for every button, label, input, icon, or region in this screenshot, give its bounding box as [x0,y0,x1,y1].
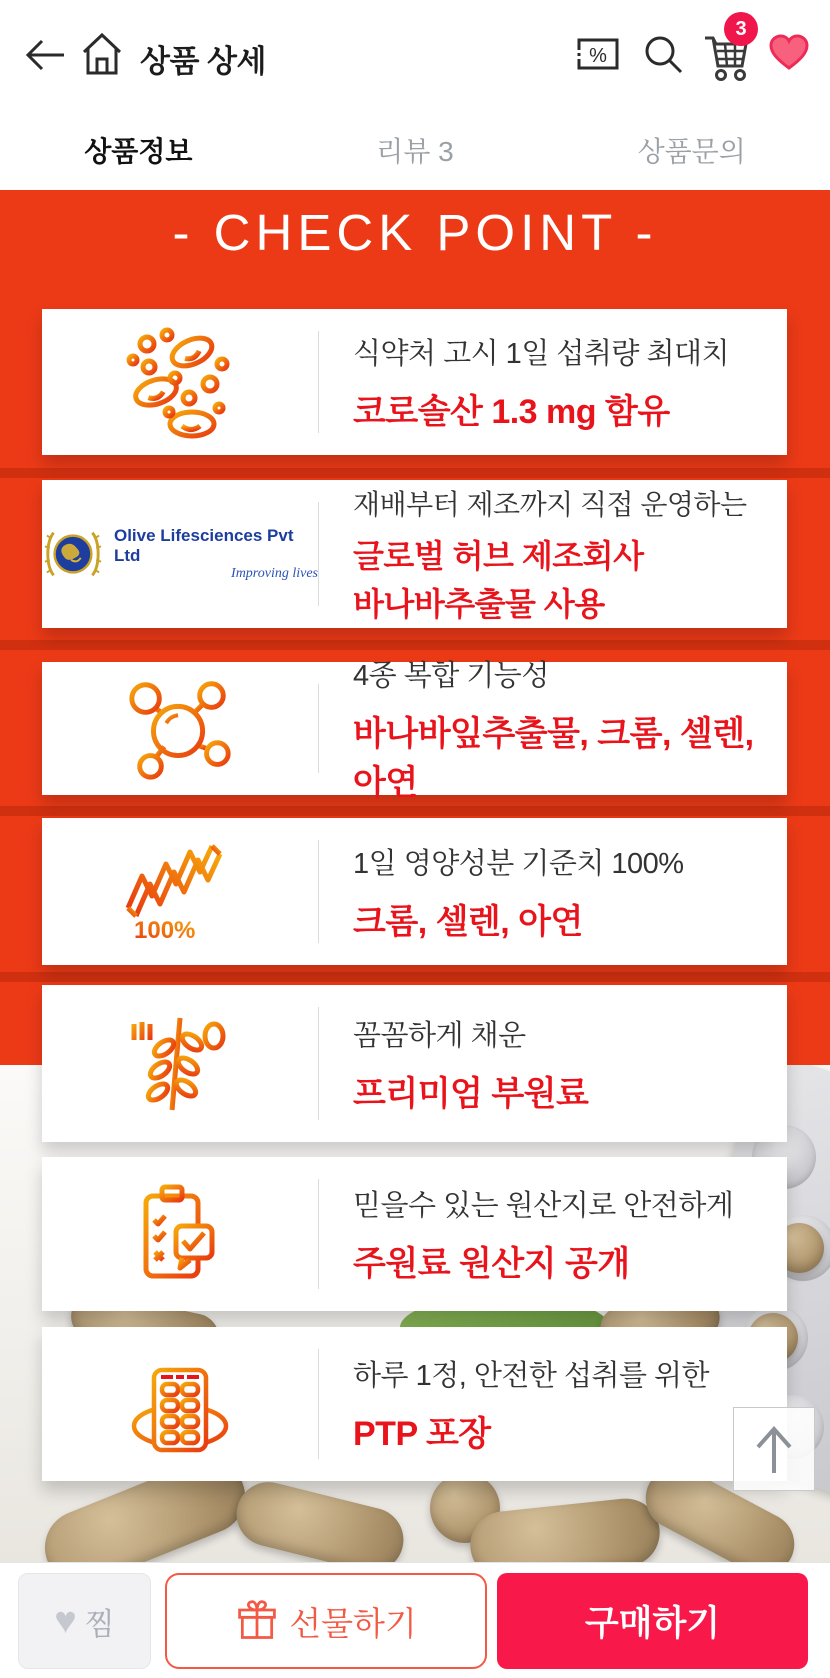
card-line2: 크롬, 셀렌, 아연 [353,902,583,941]
nutrition-icon [42,1004,318,1124]
card-line3: 바나바추출물 사용 [353,586,605,622]
card-line2: PTP 포장 [353,1415,491,1453]
card-line1: 4종 복합 기능성 [353,660,549,692]
dna-icon [42,832,318,952]
wish-label: 찜 [84,1606,115,1642]
coupon-percent-glyph: % [589,45,607,67]
card-line1: 식약처 고시 1일 섭취량 최대치 [353,338,730,370]
bottom-action-bar [0,1562,830,1678]
section-seam [0,806,830,816]
card-line1: 믿을수 있는 원산지로 안전하게 [353,1190,734,1222]
card-line1: 꼼꼼하게 채운 [353,1019,526,1052]
gift-icon [235,1599,279,1643]
clipboard-check-icon [42,1174,318,1294]
arrow-up-icon [748,1421,800,1477]
section-seam [0,972,830,982]
back-arrow-icon [22,32,68,78]
home-icon [76,28,128,80]
section-seam [0,640,830,650]
dna-icon-label: 100% [134,916,196,944]
pill [230,1475,410,1562]
section-seam [0,468,830,478]
header [0,0,830,110]
cells-icon [42,322,318,442]
cart-count-badge: 3 [724,12,758,46]
buy-button[interactable] [497,1573,808,1669]
tab-bar [0,110,830,190]
scroll-to-top-button[interactable] [733,1407,815,1491]
card-line1: 재배부터 제조까지 직접 운영하는 [353,489,747,520]
olive-lifesciences-logo [42,522,318,586]
tab-reviews[interactable]: 리뷰 3 [376,136,454,167]
logo-tagline: Improving lives [231,566,318,581]
check-card-functional [42,660,787,802]
gift-label: 선물하기 [289,1604,417,1642]
check-card-ptp [42,1327,787,1481]
globe-laurel-icon [42,522,104,586]
gift-button[interactable] [165,1573,487,1669]
wishlist-heart-button[interactable] [768,34,810,72]
card-line1: 1일 영양성분 기준치 100% [353,847,684,880]
check-card-premium [42,985,787,1142]
home-button[interactable] [76,28,128,80]
tab-inquiry[interactable]: 상품문의 [637,136,746,167]
logo-name: Olive Lifesciences Pvt Ltd [113,526,294,565]
heart-icon [768,34,810,72]
wish-button[interactable] [18,1573,151,1669]
coupon-button[interactable] [576,34,620,74]
search-icon [640,32,686,78]
card-line2: 주원료 원산지 공개 [353,1245,630,1283]
tab-product-info[interactable]: 상품정보 [84,136,193,167]
wish-heart-icon: ♥ [54,1600,77,1642]
check-card-daily-value [42,818,787,965]
back-button[interactable] [22,32,68,78]
search-button[interactable] [640,32,686,78]
check-card-manufacturer [42,480,787,628]
page-title: 상품 상세 [140,44,266,79]
card-line2: 프리미엄 부원료 [353,1074,589,1113]
checkpoint-title: - CHECK POINT - [172,204,658,261]
check-card-origin [42,1157,787,1311]
coupon-icon [576,34,620,74]
card-line2: 코로솔산 1.3 mg 함유 [353,393,670,431]
molecule-icon [42,670,318,788]
card-line1: 하루 1정, 안전한 섭취를 위한 [353,1360,710,1392]
card-line2: 바나바잎추출물, 크롬, 셀렌, 아연 [353,715,754,802]
buy-label: 구매하기 [584,1604,721,1643]
blister-pack-icon [42,1344,318,1464]
card-line2: 글로벌 허브 제조회사 [353,538,644,574]
check-card-corosolic [42,309,787,455]
